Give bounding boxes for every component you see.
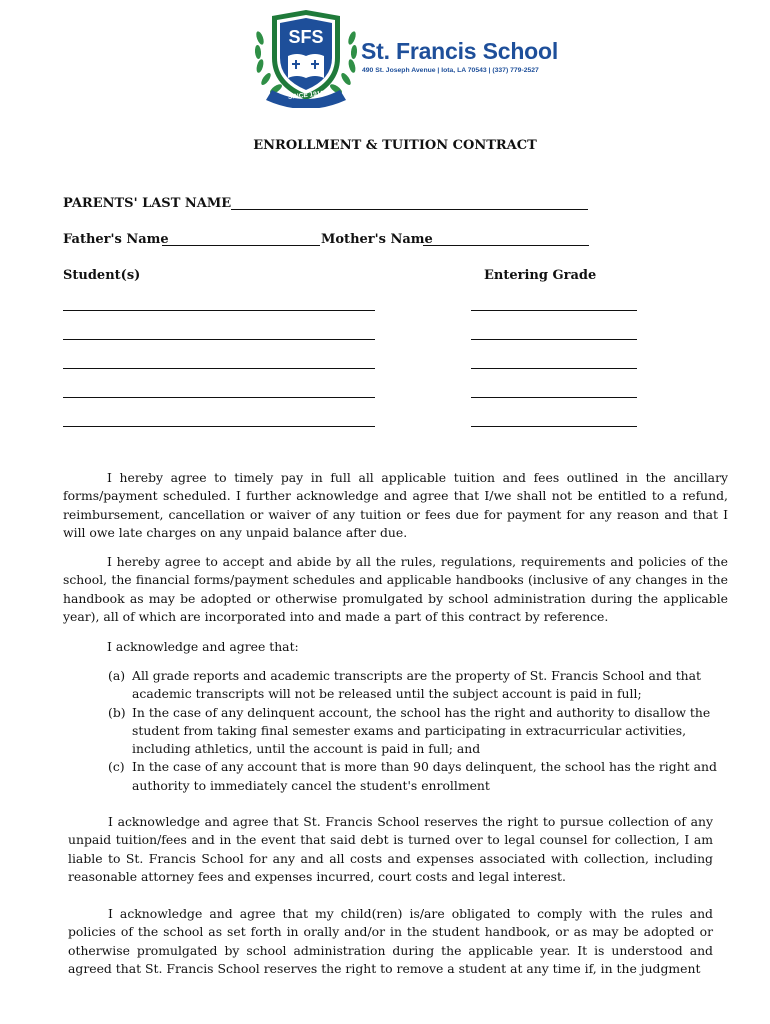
acknowledge-intro: I acknowledge and agree that: bbox=[107, 639, 299, 654]
student-name-field-1[interactable] bbox=[63, 310, 375, 311]
entering-grade-field-4[interactable] bbox=[471, 397, 637, 398]
school-logo bbox=[250, 8, 560, 108]
student-name-field-5[interactable] bbox=[63, 426, 375, 427]
student-name-field-3[interactable] bbox=[63, 368, 375, 369]
list-item bbox=[108, 704, 728, 759]
document-title: ENROLLMENT & TUITION CONTRACT bbox=[253, 138, 537, 153]
entering-grade-field-5[interactable] bbox=[471, 426, 637, 427]
list-item-text: In the case of any delinquent account, the school has the right and authority to disallow the student from taking final semester exams and participating in extracurricular activities, including athletics, until the account is paid in full; and bbox=[132, 704, 711, 757]
mothers-name-label: Mother's Name bbox=[321, 232, 433, 247]
logo-banner-text: SINCE 1916 bbox=[287, 90, 325, 101]
rules-acceptance-paragraph-text: I hereby agree to accept and abide by all the rules, regulations, requirements and policies of the school, the financial forms/payment schedules and applicable handbooks (inclusive of any changes in the handbook as may be adopted or otherwise promulgated by school administration during the applicable year), all of which are incorporated into and made a part of this contract by reference. bbox=[63, 554, 728, 624]
list-item-text: In the case of any account that is more than 90 days delinquent, the school has the right and authority to immediately cancel the student's enrollment bbox=[132, 759, 717, 793]
student-name-field-4[interactable] bbox=[63, 397, 375, 398]
school-address: 490 St. Joseph Avenue | Iota, LA 70543 | (337) 779-2527 bbox=[362, 67, 539, 74]
entering-grade-label: Entering Grade bbox=[484, 268, 597, 283]
compliance-paragraph bbox=[68, 905, 713, 978]
payment-paragraph bbox=[63, 469, 728, 542]
list-item-marker: (c) bbox=[108, 759, 125, 775]
list-item-marker: (b) bbox=[108, 704, 126, 720]
mothers-name-field[interactable] bbox=[423, 245, 589, 246]
list-item bbox=[108, 667, 728, 704]
student-name-field-2[interactable] bbox=[63, 339, 375, 340]
fathers-name-label: Father's Name bbox=[63, 232, 169, 247]
parents-last-name-label: PARENTS' LAST NAME bbox=[63, 196, 232, 211]
collection-paragraph bbox=[68, 813, 713, 886]
list-item-marker: (a) bbox=[108, 668, 126, 683]
students-label: Student(s) bbox=[63, 268, 141, 283]
entering-grade-field-2[interactable] bbox=[471, 339, 637, 340]
collection-paragraph-text: I acknowledge and agree that St. Francis School reserves the right to pursue collection of any unpaid tuition/fees and in the event that said debt is turned over to legal counsel for collection, I am liable to St. Francis School for any and all costs and expenses associated with collection, including reasonable attorney fees and expenses incurred, court costs and legal interest. bbox=[68, 814, 713, 884]
parents-last-name-field[interactable] bbox=[231, 209, 588, 210]
list-item bbox=[108, 758, 728, 795]
rules-acceptance-paragraph bbox=[63, 553, 728, 626]
payment-paragraph-text: I hereby agree to timely pay in full all applicable tuition and fees outlined in the ancillary forms/payment scheduled. I further acknowledge and agree that I/we shall not be entitled to a refund, reimbursement, cancellation or waiver of any tuition or fees due for payment for any reason and that I will owe late charges on any unpaid balance after due. bbox=[63, 470, 728, 540]
entering-grade-field-1[interactable] bbox=[471, 310, 637, 311]
acknowledge-list bbox=[108, 667, 728, 795]
entering-grade-field-3[interactable] bbox=[471, 368, 637, 369]
school-name: St. Francis School bbox=[361, 38, 559, 64]
logo-monogram: SFS bbox=[288, 27, 324, 47]
list-item-text: All grade reports and academic transcripts are the property of St. Francis School and that academic transcripts will not be released until the subject account is paid in full; bbox=[132, 668, 702, 702]
compliance-paragraph-text: I acknowledge and agree that my child(ren) is/are obligated to comply with the rules and policies of the school as set forth in orally and/or in the student handbook, or as may be adopted or otherwise promulgated by school administration during the applicable year. It is understood and agreed that St. Francis School reserves the right to remove a student at any time if, in the judgment bbox=[68, 906, 713, 976]
fathers-name-field[interactable] bbox=[162, 245, 320, 246]
